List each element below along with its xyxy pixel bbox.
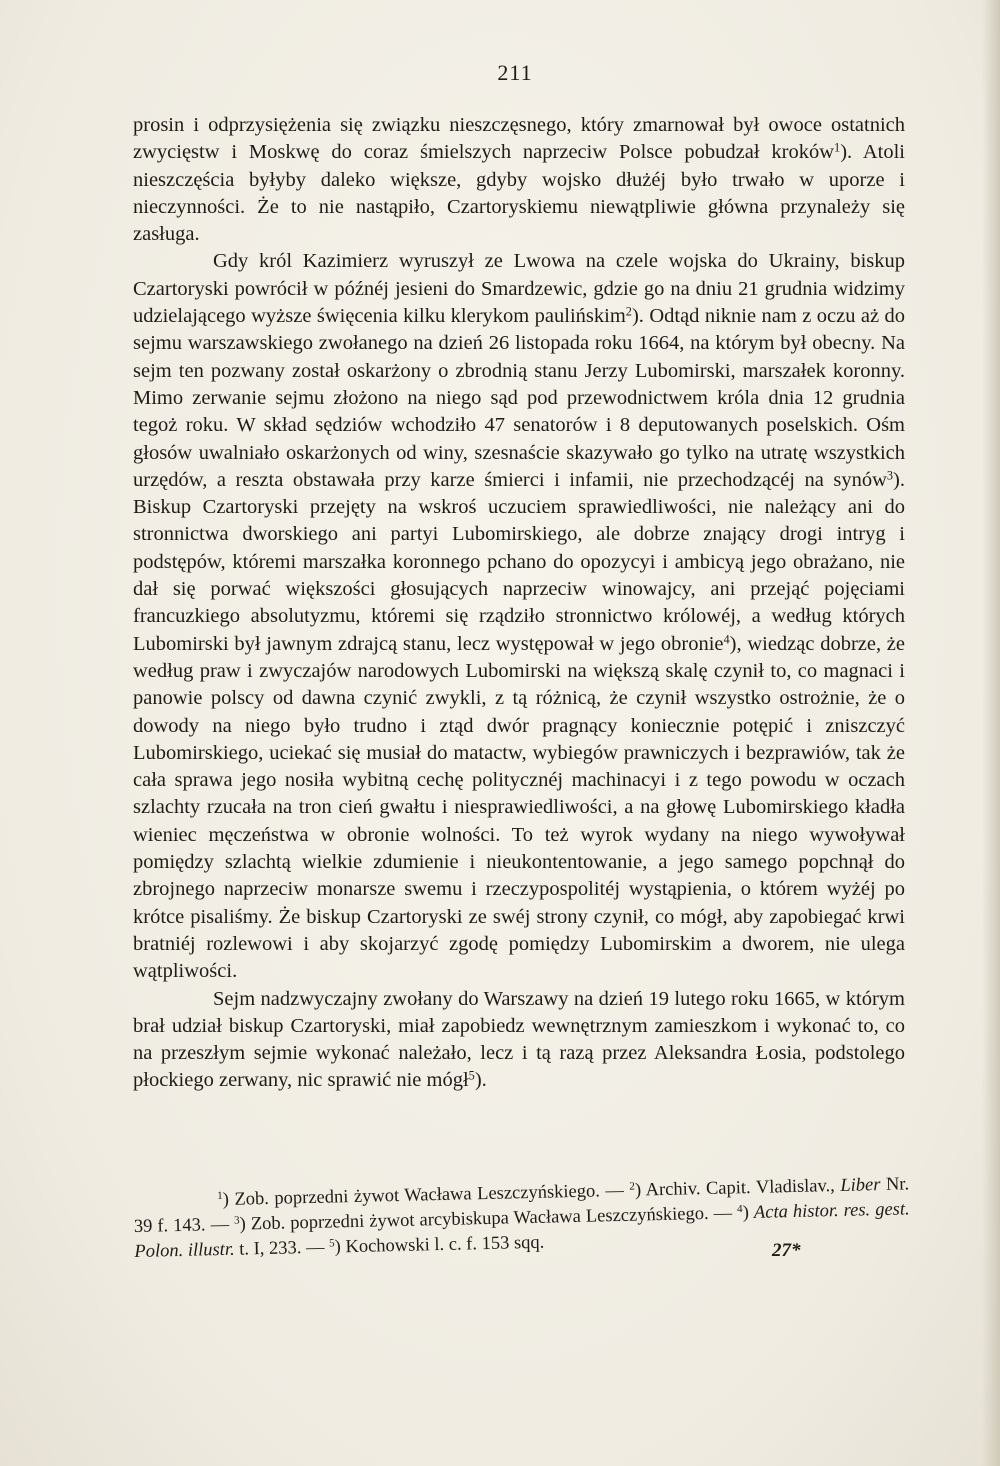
text-run: ) Zob. poprzedni żywot Wacława Leszczyńskiego. — — [222, 1180, 630, 1210]
footnote-marker: 5 — [328, 1237, 335, 1250]
page-number: 211 — [497, 60, 533, 85]
text-run: ) Zob. poprzedni żywot arcybiskupa Wacława Leszczyńskiego. — — [239, 1203, 738, 1235]
footnote-marker: 4 — [736, 1203, 743, 1216]
text-run: ) Archiv. Capit. Vladislav., — [634, 1175, 841, 1201]
footnote-marker: 2 — [629, 1180, 636, 1193]
page-edge-shadow — [982, 0, 1000, 1466]
text-run: ), wiedząc dobrze, że według praw i zwyczajów narodowych Lubomirski na większą skalę czynił to, co magnaci i panowie polscy od dawna czynić zwykli, z tą różnicą, że czynił wszystko ostrożnie, że o dowody na niego było trudno i ztąd dwór pragnący koniecznie potępić i zniszczyć Lubomirskiego, uciekać się musiał do matactw, wybiegów prawniczych i bezprawiów, tak że cała sprawa jego nosiła wybitną cechę politycznéj machinacyi i z tego powodu w oczach szlachty rzucała na tron cień gwałtu i niesprawiedliwości, a na głowę Lubomirskiego kładła wieniec męczeństwa w obronie wolności. To też wyrok wydany na niego wywoływał pomiędzy szlachtą wielkie zdumienie i nieukontentowanie, a jego samego popchnął do zbrojnego naprzeciw monarsze swemu i rzeczypospolitéj wystąpienia, o którem wyżéj po krótce pisaliśmy. Że biskup Czartoryski ze swéj strony czynił, co mógł, aby zapobiegać krwi bratniéj rozlewowi i aby skojarzyć zgodę pomiędzy Lubomirskim a dworem, nie ulega wątpliwości. — [133, 632, 905, 983]
printer-signature-mark: 27* — [772, 1240, 801, 1261]
text-run: Nr. 39 f. 143. — — [133, 1174, 910, 1237]
footnote-marker: 1 — [217, 1189, 223, 1202]
text-run: ) Kochowski l. c. f. 153 sqq. — [334, 1232, 545, 1258]
main-text — [133, 112, 905, 1095]
italic-text: Acta histor. res. gest. Polon. illustr. — [134, 1199, 910, 1262]
text-run: prosin i odprzysiężenia się związku nieszczęsnego, który zmarnował był owoce ostatnich zwycięstw i Moskwę do coraz śmielszych naprzeciw Polsce pobudzał kroków — [133, 114, 905, 164]
text-run: Sejm nadzwyczajny zwołany do Warszawy na dzień 19 lutego roku 1665, w którym brał udział biskup Czartoryski, miał zapobiedz wewnętrznym zamieszkom i wykonać to, co na przeszłym sejmie wykonać należało, lecz i tą razą przez Aleksandra Łosia, podstolego płockiego zerwany, nic sprawić nie mógł — [133, 987, 905, 1092]
footnote-marker: 3 — [233, 1214, 240, 1227]
text-run: t. I, 233. — — [234, 1237, 330, 1260]
footnote-marker: 4 — [723, 631, 730, 646]
footnote-marker: 3 — [886, 468, 894, 483]
text-run: ) — [742, 1202, 755, 1224]
footnote-marker: 1 — [834, 140, 841, 155]
text-run: ). Biskup Czartoryski przejęty na wskroś uczuciem sprawiedliwości, nie należący ani do stronnictwa dworskiego ani partyi Lubomirskiego, ale dobrze znający drogi intryg i podstępów, któremi marszałka koronnego pchano do opozycyi i ambicyą jego obrażano, nie dał się porwać większości głosujących naprzeciw winowajcy, ani przejąć pojęciami francuzkiego absolutyzmu, któremi się rządziło stronnictwo królowéj, a według których Lubomirski był jawnym zdrajcą stanu, lecz występował w jego obronie — [133, 468, 905, 655]
paragraph — [133, 986, 905, 1095]
text-run: ). Odtąd niknie nam z oczu aż do sejmu warszawskiego zwołanego na dzień 26 listopada roku 1664, na którym był obecny. Na sejm ten pozwany został oskarżony o zbrodnią stanu Jerzy Lubomirski, marszałek koronny. Mimo zerwanie sejmu złożono na niego sąd pod przewodnictwem króla dnia 12 grudnia tegoż roku. W skład sędziów wchodziło 47 senatorów i 8 deputowanych poselskich. Ośm głosów uwalniało oskarżonych od winy, szesnaście skazywało go tylko na utratę wszystkich urzędów, a reszta obstawała przy karze śmierci i infamii, nie przechodzącéj na synów — [133, 305, 905, 491]
text-run: Gdy król Kazimierz wyruszył ze Lwowa na czele wojska do Ukrainy, biskup Czartoryski powrócił w późnéj jesieni do Smardzewic, gdzie go na dniu 21 grudnia widzimy udzielającego wyższe święcenia kilku klerykom paulińskim — [133, 250, 905, 328]
text-run: ). Atoli nieszczęścia byłyby daleko większe, gdyby wojsko dłużéj było trwało w uporze i nieczynności. Że to nie nastąpiło, Czartoryskiemu niewątpliwie główna przynależy się zasługa. — [133, 141, 906, 246]
footnote-marker: 5 — [468, 1068, 475, 1083]
paragraph — [133, 112, 905, 248]
paragraph — [133, 248, 905, 985]
footnote-marker: 2 — [625, 304, 632, 319]
text-run: ). — [474, 1069, 487, 1092]
italic-text: Liber — [840, 1175, 881, 1196]
